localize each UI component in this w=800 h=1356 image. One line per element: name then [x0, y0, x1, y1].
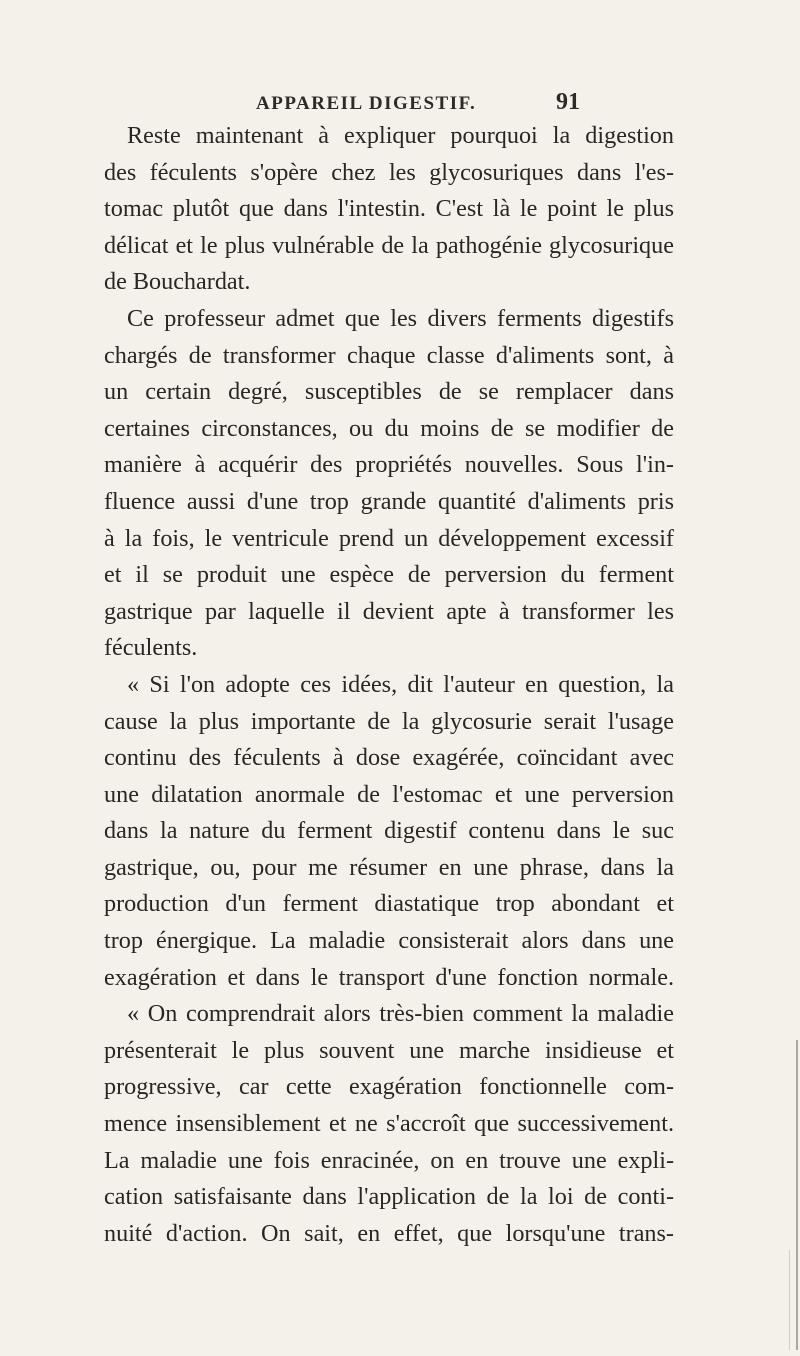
text-line: délicat et le plus vulnérable de la pathogénie glycosurique: [104, 231, 674, 259]
text-line: cation satisfaisante dans l'application de la loi de conti-: [104, 1183, 674, 1211]
text-line: Ce professeur admet que les divers ferments digestifs: [127, 304, 674, 332]
text-line: continu des féculents à dose exagérée, coïncidant avec: [104, 744, 674, 772]
text-line: mence insensiblement et ne s'accroît que successivement.: [104, 1110, 674, 1138]
text-line: à la fois, le ventricule prend un développement excessif: [104, 524, 674, 552]
text-line: trop énergique. La maladie consisterait alors dans une: [104, 927, 674, 955]
text-line: production d'un ferment diastatique trop abondant et: [104, 890, 674, 918]
text-line: gastrique, ou, pour me résumer en une phrase, dans la: [104, 853, 674, 881]
text-line: de Bouchardat.: [104, 268, 251, 296]
text-line: chargés de transformer chaque classe d'aliments sont, à: [104, 341, 674, 369]
text-line: nuité d'action. On sait, en effet, que lorsqu'une trans-: [104, 1219, 674, 1247]
text-line: exagération et dans le transport d'une fonction normale.: [104, 963, 674, 991]
text-line: cause la plus importante de la glycosurie serait l'usage: [104, 707, 674, 735]
text-line: gastrique par laquelle il devient apte à transformer les: [104, 597, 674, 625]
page-edge-shadow: [789, 1250, 790, 1350]
text-line: certaines circonstances, ou du moins de se modifier de: [104, 414, 674, 442]
text-line: tomac plutôt que dans l'intestin. C'est là le point le plus: [104, 195, 674, 223]
text-line: fluence aussi d'une trop grande quantité d'aliments pris: [104, 487, 674, 515]
text-line: une dilatation anormale de l'estomac et une perversion: [104, 780, 674, 808]
text-line: des féculents s'opère chez les glycosuriques dans l'es-: [104, 158, 674, 186]
body-text: [104, 118, 674, 1252]
text-line: un certain degré, susceptibles de se remplacer dans: [104, 378, 674, 406]
page-number: 91: [556, 89, 580, 115]
text-line: présenterait le plus souvent une marche insidieuse et: [104, 1036, 674, 1064]
text-line: manière à acquérir des propriétés nouvelles. Sous l'in-: [104, 451, 674, 479]
text-line: féculents.: [104, 634, 198, 662]
text-line: progressive, car cette exagération fonctionnelle com-: [104, 1073, 674, 1101]
paragraph: [104, 301, 674, 667]
page-edge-shadow: [796, 1040, 798, 1350]
paragraph: [104, 118, 674, 301]
text-line: et il se produit une espèce de perversion du ferment: [104, 561, 674, 589]
text-line: « On comprendrait alors très-bien comment la maladie: [127, 1000, 674, 1028]
text-line: « Si l'on adopte ces idées, dit l'auteur en question, la: [127, 670, 674, 698]
text-line: dans la nature du ferment digestif contenu dans le suc: [104, 817, 674, 845]
text-line: Reste maintenant à expliquer pourquoi la digestion: [127, 122, 674, 149]
text-line: La maladie une fois enracinée, on en trouve une expli-: [104, 1146, 674, 1174]
running-head: APPAREIL DIGESTIF.: [256, 93, 477, 114]
paragraph: [104, 996, 674, 1252]
paragraph: [104, 667, 674, 996]
